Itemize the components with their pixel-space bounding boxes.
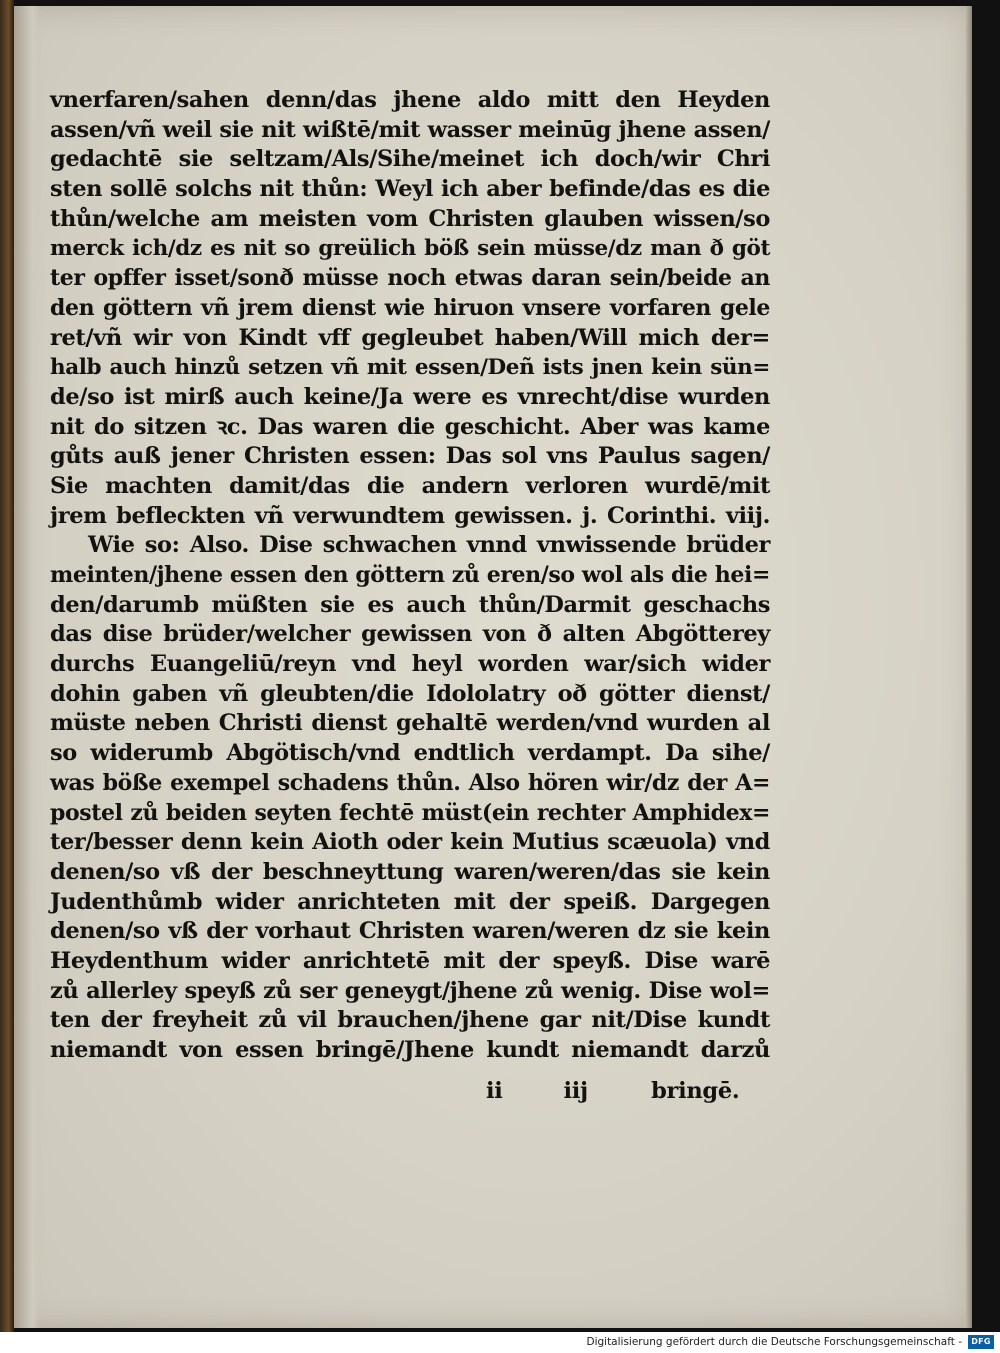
funding-credit: Digitalisierung gefördert durch die Deutsche Forschungsgemeinschaft - (586, 1336, 962, 1348)
text-line: was böße exempel schadens thůn. Also hören wir/dz der A= (50, 769, 770, 796)
signature-line (486, 1078, 739, 1104)
text-line: den göttern vñ jrem dienst wie hiruon vnsere vorfaren gele (50, 294, 770, 321)
text-line: durchs Euangeliū/reyn vnd heyl worden war/sich wider (50, 651, 770, 678)
text-line: vnerfaren/sahen denn/das jhene aldo mitt den Heyden (50, 87, 770, 113)
text-line: Sie machten damit/das die andern verloren wurdē/mit (50, 472, 770, 499)
text-line: assen/vñ weil sie nit wißtē/mit wasser meinūg jhene assen/ (50, 116, 770, 143)
text-line: ter opffer isset/sonð müsse noch etwas daran sein/beide an (50, 265, 770, 292)
page-edge (966, 6, 972, 1328)
text-line: denen/so vß der vorhaut Christen waren/weren dz sie kein (50, 918, 770, 945)
text-line: Heydenthum wider anrichtetē mit der speyß. Dise warē (50, 947, 770, 974)
text-line: meinten/jhene essen den göttern zů eren/so wol als die hei= (50, 562, 770, 588)
catchword: bringē. (651, 1078, 740, 1104)
text-line: so widerumb Abgötisch/vnd endtlich verdampt. Da sihe/ (50, 740, 770, 767)
text-line: das dise brüder/welcher gewissen von ð alten Abgötterey (50, 621, 770, 648)
text-line: jrem befleckten vñ verwundtem gewissen. j. Corinthi. viij. (50, 502, 770, 529)
signature-number: iij (563, 1078, 588, 1104)
text-line: ter/besser denn kein Aioth oder kein Mutius scæuola) vnd (50, 829, 770, 856)
body-text (50, 86, 770, 1066)
page-gutter-shadow (14, 6, 40, 1328)
signature-mark: ii (486, 1078, 503, 1104)
text-line: nit do sitzen ꝛc. Das waren die geschicht. Aber was kame (50, 413, 770, 440)
text-line: gůts auß jener Christen essen: Das sol vns Paulus sagen/ (50, 443, 770, 470)
text-line: halb auch hinzů setzen vñ mit essen/Deñ ists jnen kein sün= (50, 355, 770, 381)
text-line: sten sollē solchs nit thůn: Weyl ich aber befinde/das es die (50, 176, 770, 203)
text-line: ret/vñ wir von Kindt vff gegleubet haben/Will mich der= (50, 324, 770, 351)
text-line: niemandt von essen bringē/Jhene kundt niemandt darzů (50, 1037, 770, 1063)
text-line: de/so ist mirß auch keine/Ja were es vnrecht/dise wurden (50, 383, 770, 410)
text-line: denen/so vß der beschneyttung waren/weren/das sie kein (50, 858, 770, 885)
text-line: postel zů beiden seyten fechtē müst(ein rechter Amphidex= (50, 799, 770, 826)
digitization-footer (0, 1332, 1000, 1353)
text-line: den/darumb müßten sie es auch thůn/Darmit geschachs (50, 591, 770, 618)
book-spine (0, 0, 14, 1332)
text-line: ten der freyheit zů vil brauchen/jhene gar nit/Dise kundt (50, 1007, 770, 1034)
text-line: Judenthůmb wider anrichteten mit der speiß. Dargegen (50, 888, 770, 915)
text-line: dohin gaben vñ gleubten/die Idololatry oð götter dienst/ (50, 680, 770, 707)
text-line-paragraph-start: Wie so: Also. Dise schwachen vnnd vnwissende brüder (88, 532, 770, 559)
text-line: müste neben Christi dienst gehaltē werden/vnd wurden al (50, 710, 770, 737)
dfg-logo-icon: DFG (968, 1335, 994, 1349)
text-line: gedachtē sie seltzam/Als/Sihe/meinet ich doch/wir Chri (50, 146, 770, 173)
text-line: zů allerley speyß zů ser geneygt/jhene zů wenig. Dise wol= (50, 977, 770, 1004)
text-line: thůn/welche am meisten vom Christen glauben wissen/so (50, 205, 770, 232)
text-line: merck ich/dz es nit so greülich böß sein müsse/dz man ð göt (50, 236, 770, 262)
